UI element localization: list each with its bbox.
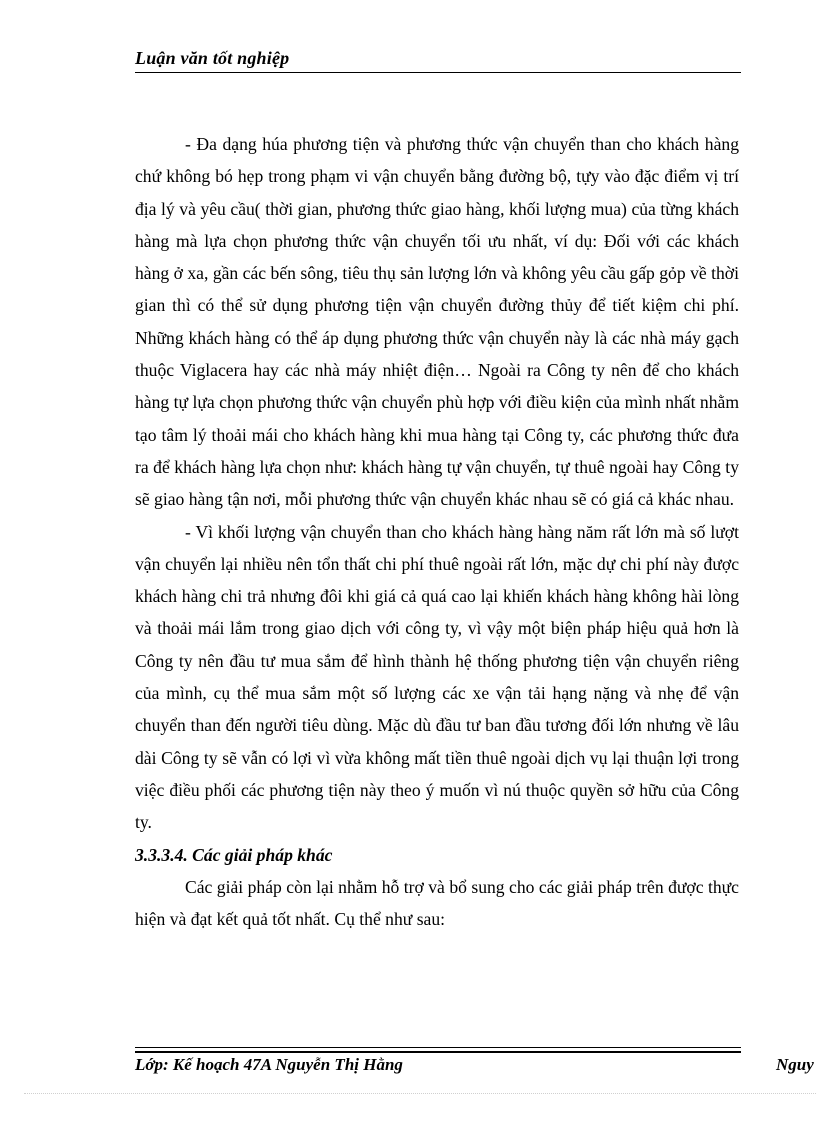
- footer-divider-thick: [135, 1051, 741, 1053]
- section-heading: 3.3.3.4. Các giải pháp khác: [135, 844, 333, 865]
- page-header: [135, 48, 741, 73]
- paragraph-own-vehicle-fleet: - Vì khối lượng vận chuyển than cho khách hàng hàng năm rất lớn mà số lượt vận chuyển lại nhiều nên tổn thất chi phí thuê ngoài rất lớn, mặc dự chi phí này được khách hàng chi trả nhưng đôi khi giá cả quá cao lại khiến khách hàng không hài lòng và thoải mái lắm trong giao dịch với công ty, vì vậy một biện pháp hiệu quả hơn là Công ty nên đầu tư mua sắm để hình thành hệ thống phương tiện vận chuyển riêng của mình, cụ thể mua sắm một số lượng các xe vận tải hạng nặng và nhẹ để vận chuyển than đến người tiêu dùng. Mặc dù đầu tư ban đầu tương đối lớn nhưng về lâu dài Công ty sẽ vẫn có lợi vì vừa không mất tiền thuê ngoài dịch vụ lại thuận lợi trong việc điều phối các phương tiện này theo ý muốn vì nú thuộc quyền sở hữu của Công ty.: [135, 521, 739, 833]
- paragraph-other-solutions: Các giải pháp còn lại nhằm hỗ trợ và bổ sung cho các giải pháp trên được thực hiện và đạt kết quả tốt nhất. Cụ thể như sau:: [135, 876, 739, 930]
- header-title: Luận văn tốt nghiệp: [135, 48, 290, 68]
- page-bottom-edge: [24, 1093, 816, 1094]
- paragraph-transport-diversification: - Đa dạng húa phương tiện và phương thức vận chuyển than cho khách hàng chứ không bó hẹp trong phạm vi vận chuyển bằng đường bộ, tựy vào đặc điểm vị trí địa lý và yêu cầu( thời gian, phương thức giao hàng, khối lượng mua) của từng khách hàng mà lựa chọn phương thức vận chuyển tối ưu nhất, ví dụ: Đối với các khách hàng ở xa, gần các bến sông, tiêu thụ sản lượng lớn và không yêu cầu gấp gỏp về thời gian thì có thể sử dụng phương tiện vận chuyển đường thủy để tiết kiệm chi phí. Những khách hàng có thể áp dụng phương thức vận chuyển này là các nhà máy gạch thuộc Viglacera hay các nhà máy nhiệt điện… Ngoài ra Công ty nên để cho khách hàng tự lựa chọn phương thức vận chuyển phù hợp với điều kiện của mình nhất nhằm tạo tâm lý thoải mái cho khách hàng khi mua hàng tại Công ty, các phương thức đưa ra để khách hàng lựa chọn như: khách hàng tự vận chuyển, tự thuê ngoài hay Công ty sẽ giao hàng tận nơi, mỗi phương thức vận chuyển khác nhau sẽ có giá cả khác nhau.: [135, 134, 739, 510]
- footer-class-author: Lớp: Kế hoạch 47A Nguyễn Thị Hằng: [135, 1055, 403, 1074]
- footer-divider-thin: [135, 1047, 741, 1048]
- footer-right-text: Nguy: [776, 1055, 814, 1074]
- document-body: [135, 128, 739, 935]
- page-footer: [135, 1055, 816, 1079]
